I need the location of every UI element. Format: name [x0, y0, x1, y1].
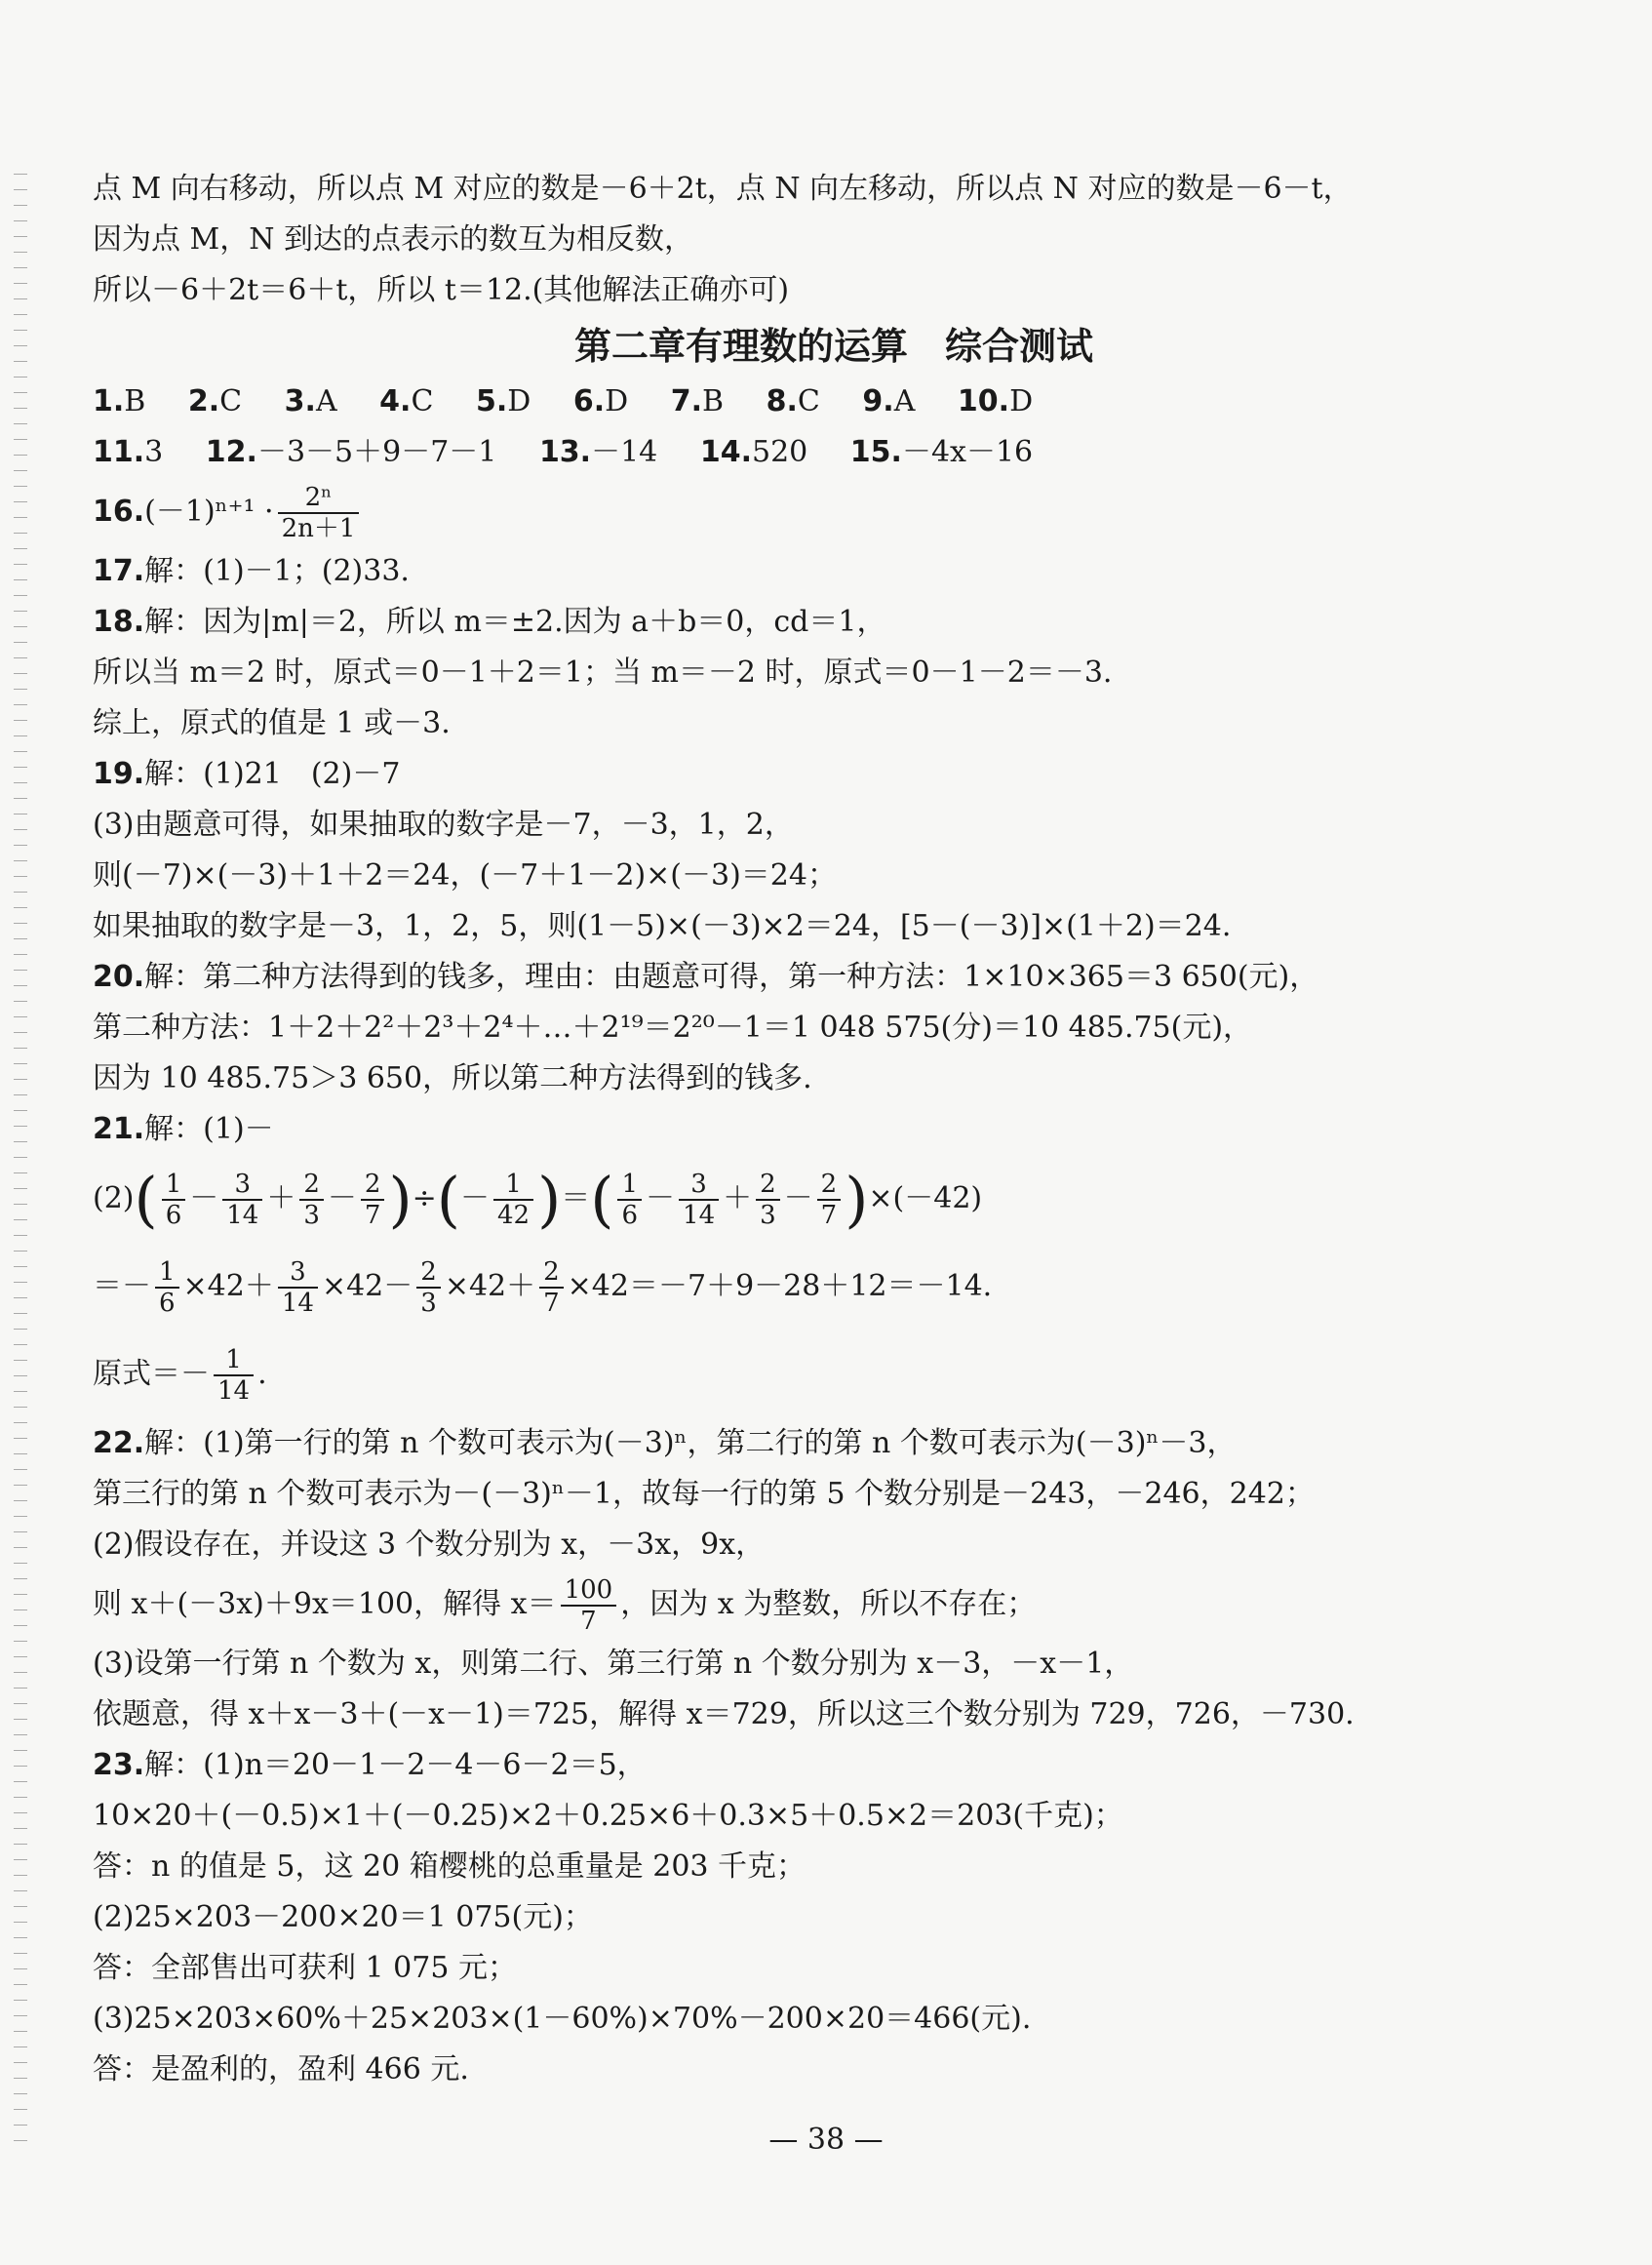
answer-page [93, 164, 1555, 2095]
fraction: $\frac{3}{14}$ [278, 1257, 318, 1318]
fraction: $\frac{2}{3}$ [756, 1170, 780, 1230]
q22-line: (3)设第一行第 n 个数为 x，则第二行、第三行第 n 个数分别为 x－3，－x－1， [93, 1647, 1134, 1681]
fill-answer: 14.520 [699, 435, 808, 469]
section-title: 第二章有理数的运算 综合测试 [573, 325, 1093, 368]
fill-answer: 15.－4x－16 [849, 435, 1034, 469]
q21-part2: (2)( $\frac{1}{6}$ － $\frac{3}{14}$ ＋ $\frac{2}{3}$ － $\frac{2}{7}$ )÷(－ $\frac{1}{42}$ )＝( $\frac{1}{6}$ － $\frac{3}{14}$ ＋ $\frac{2}{3}$ － $\frac{2}{7}$ )×(－42) [93, 1164, 983, 1235]
q21-line2: ＝－ $\frac{1}{6}$ ×42＋ $\frac{3}{14}$ ×42－ $\frac{2}{3}$ ×42＋ $\frac{2}{7}$ ×42＝－7＋9－28＋12＝－14. [93, 1257, 993, 1318]
q22-line: (2)假设存在，并设这 3 个数分别为 x，－3x，9x， [93, 1528, 766, 1562]
choice-answer: 1.B [93, 384, 146, 418]
fraction: $\frac{2}{3}$ [299, 1170, 324, 1230]
q19-line: (3)由题意可得，如果抽取的数字是－7，－3，1，2， [93, 808, 794, 842]
fraction: $\frac{1}{14}$ [214, 1345, 254, 1406]
q23-line: (2)25×203－200×20＝1 075(元)； [93, 1900, 593, 1934]
fraction: $\frac{100}{7}$ [561, 1575, 617, 1636]
fraction: $\frac{\text{2ⁿ}}{2n+1}$ [278, 483, 360, 543]
choice-answer: 4.C [379, 384, 434, 418]
q23-answer: 23.解：(1)n＝20－1－2－4－6－2＝5， [93, 1748, 647, 1782]
fill-answers [93, 427, 1555, 478]
fraction: $\frac{3}{14}$ [222, 1170, 262, 1230]
q19-line: 如果抽取的数字是－3，1，2，5，则(1－5)×(－3)×2＝24，[5－(－3)]×(1＋2)＝24. [93, 909, 1232, 943]
q19-line: 则(－7)×(－3)＋1＋2＝24，(－7＋1－2)×(－3)＝24； [93, 858, 837, 893]
fill-answer: 13.－14 [538, 435, 658, 469]
intro-line-2: 因为点 M，N 到达的点表示的数互为相反数， [93, 222, 694, 257]
choice-answer: 3.A [284, 384, 337, 418]
choice-answer: 6.D [572, 384, 629, 418]
q22-line: 依题意，得 x＋x－3＋(－x－1)＝725，解得 x＝729，所以这三个数分别为 729，726，－730. [93, 1697, 1355, 1731]
choice-answer: 7.B [670, 384, 725, 418]
q23-line: (3)25×203×60%＋25×203×(1－60%)×70%－200×20＝466(元). [93, 2002, 1032, 2036]
fraction: $\frac{1}{6}$ [155, 1257, 179, 1318]
q19-answer: 19.解：(1)21 (2)－7 [93, 757, 401, 791]
q18-line: 综上，原式的值是 1 或－3. [93, 706, 451, 740]
q23-line: 答：n 的值是 5，这 20 箱樱桃的总重量是 203 千克； [93, 1849, 806, 1884]
q23-line: 10×20＋(－0.5)×1＋(－0.25)×2＋0.25×6＋0.3×5＋0.5×2＝203(千克)； [93, 1799, 1123, 1833]
q16-answer: 16.(－1)ⁿ⁺¹ · $\frac{\text{2ⁿ}}{2n+1}$ [93, 478, 1555, 546]
fraction: $\frac{1}{6}$ [162, 1170, 186, 1230]
choice-answer: 8.C [766, 384, 820, 418]
choice-answer: 5.D [475, 384, 531, 418]
q22-answer: 22.解：(1)第一行的第 n 个数可表示为(－3)ⁿ，第二行的第 n 个数可表示为(－3)ⁿ－3， [93, 1426, 1237, 1460]
q21-result: 原式＝－ $\frac{1}{14}$ . [93, 1345, 267, 1406]
choice-answer: 9.A [862, 384, 916, 418]
q18-line: 所以当 m＝2 时，原式＝0－1＋2＝1；当 m＝－2 时，原式＝0－1－2＝－3. [93, 656, 1113, 690]
fraction: $\frac{1}{42}$ [493, 1170, 533, 1230]
fill-answer: 11.3 [93, 435, 164, 469]
fraction: $\frac{1}{6}$ [617, 1170, 642, 1230]
choice-answer: 2.C [187, 384, 243, 418]
q20-answer: 20.解：第二种方法得到的钱多，理由：由题意可得，第一种方法：1×10×365＝3 650(元)， [93, 960, 1319, 994]
choice-answers [93, 377, 1555, 427]
fraction: $\frac{2}{7}$ [539, 1257, 564, 1318]
q20-line: 第二种方法：1＋2＋2²＋2³＋2⁴＋…＋2¹⁹＝2²⁰－1＝1 048 575(分)＝10 485.75(元)， [93, 1011, 1253, 1045]
q20-line: 因为 10 485.75＞3 650，所以第二种方法得到的钱多. [93, 1061, 812, 1095]
fraction: $\frac{2}{7}$ [817, 1170, 842, 1230]
q23-line: 答：全部售出可获利 1 075 元； [93, 1951, 517, 1985]
q22-line: 第三行的第 n 个数可表示为－(－3)ⁿ－1，故每一行的第 5 个数分别是－243，－246，242； [93, 1477, 1315, 1511]
choice-answer: 10.D [957, 384, 1034, 418]
binding-edge [14, 166, 27, 2146]
q18-answer: 18.解：因为|m|＝2，所以 m＝±2.因为 a＋b＝0，cd＝1， [93, 605, 886, 639]
q22-equation: 则 x＋(－3x)＋9x＝100，解得 x＝ $\frac{100}{7}$ ，因为 x 为整数，所以不存在； [93, 1575, 1037, 1636]
q23-line: 答：是盈利的，盈利 466 元. [93, 2052, 469, 2086]
fraction: $\frac{3}{14}$ [679, 1170, 719, 1230]
q21-answer: 21.解：(1)－ [93, 1112, 274, 1146]
page-number: — 38 — [768, 2123, 884, 2157]
q17-answer: 17.解：(1)－1；(2)33. [93, 554, 410, 588]
intro-line-3: 所以－6＋2t＝6＋t，所以 t＝12.(其他解法正确亦可) [93, 273, 790, 307]
intro-line-1: 点 M 向右移动，所以点 M 对应的数是－6＋2t，点 N 向左移动，所以点 N 对应的数是－6－t， [93, 172, 1353, 206]
fraction: $\frac{2}{3}$ [416, 1257, 441, 1318]
fill-answer: 12.－3－5＋9－7－1 [205, 435, 497, 469]
fraction: $\frac{2}{7}$ [361, 1170, 385, 1230]
